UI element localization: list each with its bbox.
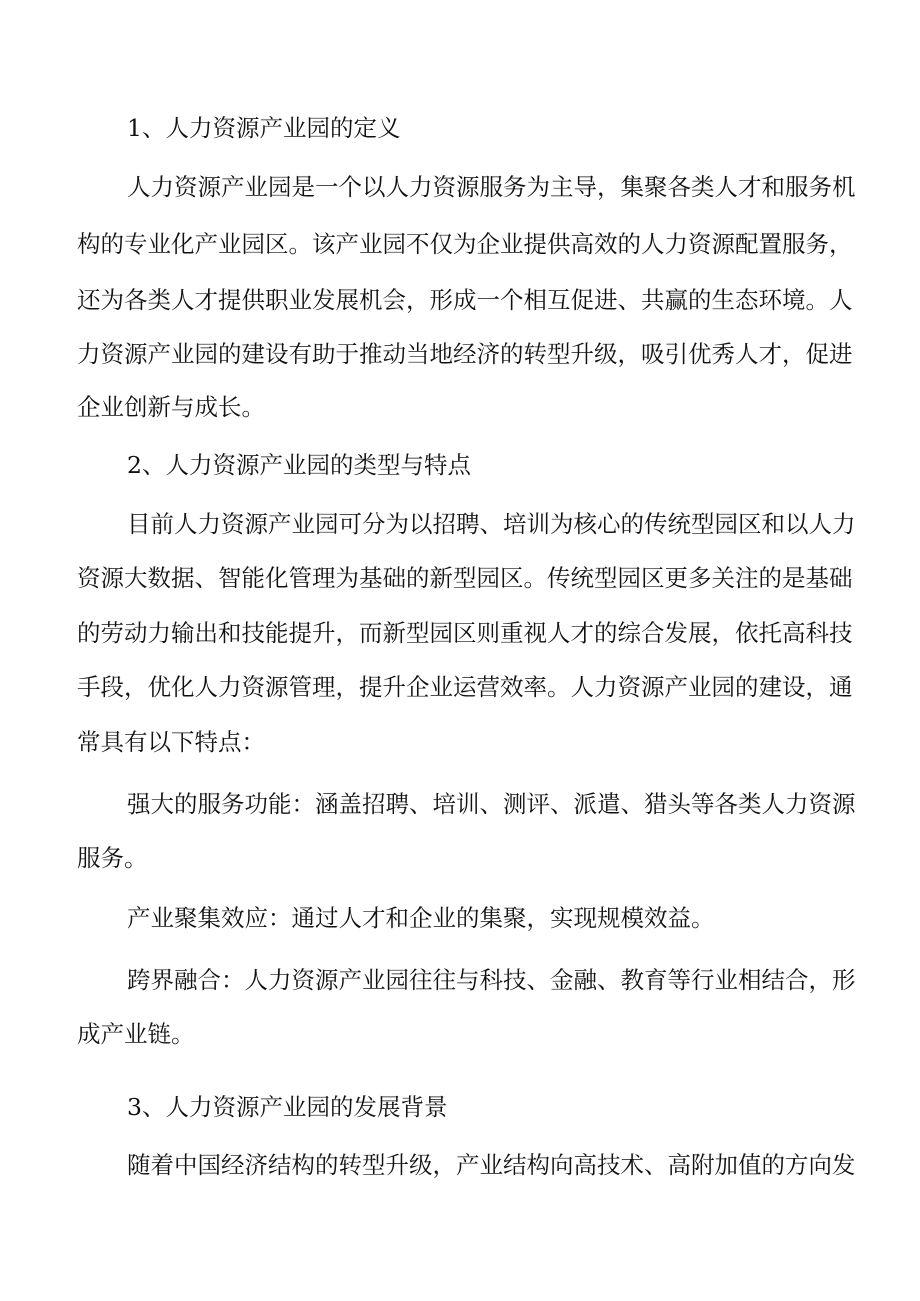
paragraph-line: 力资源产业园的建设有助于推动当地经济的转型升级，吸引优秀人才，促进 [77, 340, 853, 368]
list-item-line: 跨界融合：人力资源产业园往往与科技、金融、教育等行业相结合，形 [127, 966, 856, 994]
paragraph-line: 目前人力资源产业园可分为以招聘、培训为核心的传统型园区和以人力 [127, 510, 856, 538]
section-heading-2: 2、人力资源产业园的类型与特点 [127, 451, 471, 479]
list-item-line: 产业聚集效应：通过人才和企业的集聚，实现规模效益。 [127, 904, 715, 932]
list-item-line: 服务。 [77, 844, 148, 872]
paragraph-line: 还为各类人才提供职业发展机会，形成一个相互促进、共赢的生态环境。人 [77, 286, 853, 314]
list-item-line: 强大的服务功能：涵盖招聘、培训、测评、派遣、猎头等各类人力资源 [127, 790, 856, 818]
paragraph-line: 构的专业化产业园区。该产业园不仅为企业提供高效的人力资源配置服务， [77, 230, 853, 258]
paragraph-line: 手段，优化人力资源管理，提升企业运营效率。人力资源产业园的建设，通 [77, 673, 853, 701]
paragraph-line: 企业创新与成长。 [77, 393, 265, 421]
paragraph-line: 常具有以下特点： [77, 728, 265, 756]
paragraph-line: 人力资源产业园是一个以人力资源服务为主导，集聚各类人才和服务机 [127, 173, 856, 201]
paragraph-line: 的劳动力输出和技能提升，而新型园区则重视人才的综合发展，依托高科技 [77, 619, 853, 647]
paragraph-line: 资源大数据、智能化管理为基础的新型园区。传统型园区更多关注的是基础 [77, 564, 853, 592]
paragraph-line: 随着中国经济结构的转型升级，产业结构向高技术、高附加值的方向发 [127, 1151, 856, 1179]
section-heading-1: 1、人力资源产业园的定义 [127, 114, 401, 142]
section-heading-3: 3、人力资源产业园的发展背景 [127, 1093, 448, 1121]
list-item-line: 成产业链。 [77, 1020, 195, 1048]
